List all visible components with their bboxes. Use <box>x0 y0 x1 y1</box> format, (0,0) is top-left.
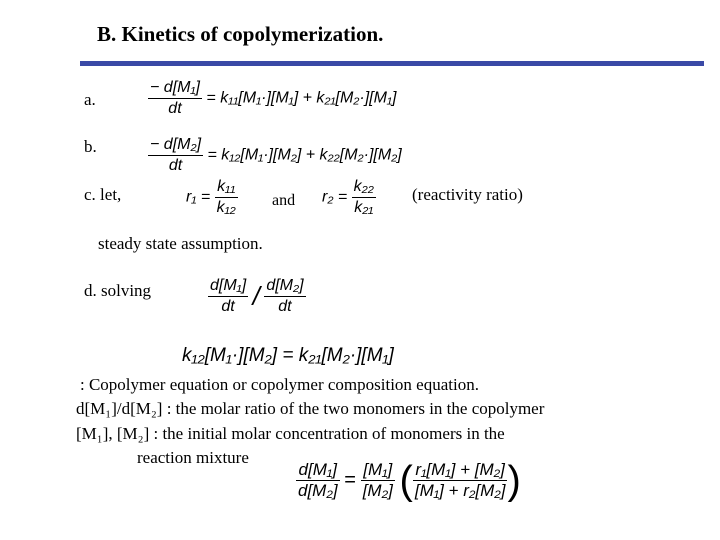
equation-r1-numerator: k₁₁ <box>215 177 238 198</box>
equation-d-fraction-1 <box>208 276 248 317</box>
equation-d-ratio <box>208 276 306 317</box>
copolymer-ratio-fraction <box>361 460 395 501</box>
equation-r1 <box>186 177 238 218</box>
equation-r2-fraction <box>352 177 376 218</box>
equation-a-fraction <box>148 78 202 119</box>
equation-d-denominator-1: dt <box>221 298 235 315</box>
and-text: and <box>272 192 296 209</box>
equation-b-fraction <box>148 135 203 176</box>
copolymer-inner-fraction <box>413 460 508 501</box>
copolymer-lhs-fraction <box>296 460 340 501</box>
equation-r2-lhs: r₂ = <box>322 188 348 206</box>
equation-a-numerator: − d[M₁] <box>148 78 202 99</box>
steady-state-equation: k₁₂[M₁·][M₂] = k₂₁[M₂·][M₁] <box>182 345 394 366</box>
item-d-label: d. solving <box>84 281 152 300</box>
equation-a <box>148 78 396 119</box>
equation-d-denominator-2: dt <box>278 298 292 315</box>
left-paren: ( <box>399 458 413 503</box>
equation-d-slash: / <box>252 281 260 311</box>
copolymer-equals: = <box>344 469 356 491</box>
equation-b-numerator: − d[M₂] <box>148 135 203 156</box>
equation-r1-denominator: k₁₂ <box>216 199 236 216</box>
slide-title: B. Kinetics of copolymerization. <box>97 22 384 46</box>
note-reaction-mixture: reaction mixture <box>137 448 249 467</box>
note-initial-concentration: [M₁], [M₂] : the initial molar concentration of monomers in the <box>76 424 505 443</box>
copolymer-ratio-denominator: [M₂] <box>362 481 393 500</box>
note-molar-ratio: d[M₁]/d[M₂] : the molar ratio of the two monomers in the copolymer <box>76 399 545 418</box>
equation-b <box>148 135 402 176</box>
equation-a-rhs: = k₁₁[M₁·][M₁] + k₂₁[M₂·][M₁] <box>206 89 397 107</box>
copolymer-lhs-numerator: d[M₁] <box>296 460 340 481</box>
equation-r1-lhs: r₁ = <box>186 188 211 206</box>
equation-d-numerator-2: d[M₂] <box>264 276 305 297</box>
equation-r2-numerator: k₂₂ <box>352 177 376 198</box>
item-b-label: b. <box>84 137 97 156</box>
title-underline <box>80 61 704 66</box>
copolymer-inner-numerator: r₁[M₁] + [M₂] <box>413 460 508 481</box>
equation-d-numerator-1: d[M₁] <box>208 276 248 297</box>
item-c-label: c. let, <box>84 185 122 204</box>
item-a-label: a. <box>84 90 96 109</box>
reactivity-ratio-note: (reactivity ratio) <box>412 185 523 204</box>
equation-a-denominator: dt <box>168 100 182 117</box>
equation-d-fraction-2 <box>264 276 305 317</box>
steady-state-text: steady state assumption. <box>98 234 263 253</box>
copolymer-equation <box>296 460 521 501</box>
equation-b-rhs: = k₁₂[M₁·][M₂] + k₂₂[M₂·][M₂] <box>207 146 402 164</box>
copolymer-ratio-numerator: [M₁] <box>361 460 395 481</box>
copolymer-lhs-denominator: d[M₂] <box>298 481 338 500</box>
equation-r2-denominator: k₂₁ <box>354 199 374 216</box>
copolymer-inner-denominator: [M₁] + r₂[M₂] <box>414 481 506 500</box>
equation-r2 <box>322 177 376 218</box>
right-paren: ) <box>507 458 521 503</box>
equation-r1-fraction <box>215 177 238 218</box>
note-copolymer-equation: : Copolymer equation or copolymer composition equation. <box>80 375 479 394</box>
equation-b-denominator: dt <box>168 157 183 174</box>
